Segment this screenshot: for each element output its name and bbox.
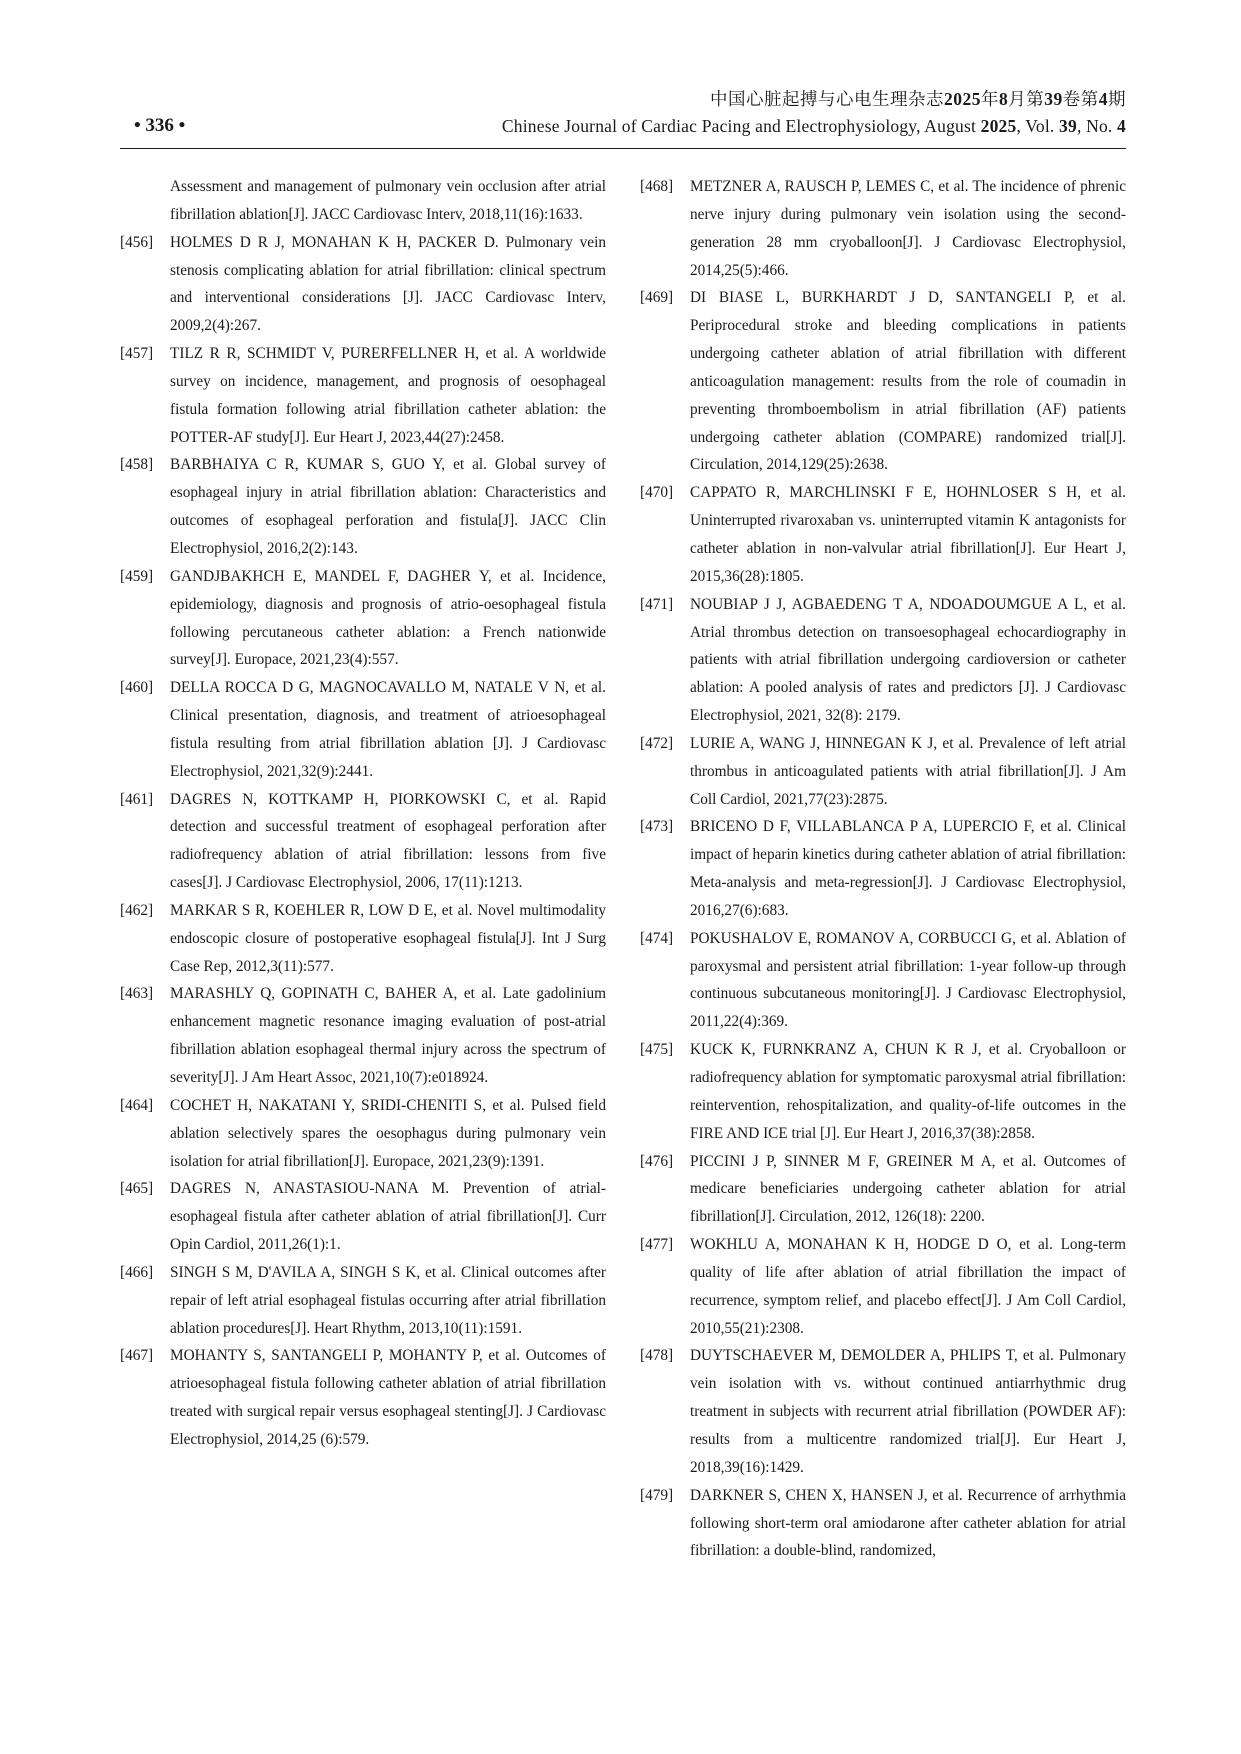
reference-text: MOHANTY S, SANTANGELI P, MOHANTY P, et al. Outcomes of atrioesophageal fistula following catheter ablation of atrial fibrillation treated with surgical repair versus esophageal stenting[J]. J Cardiovasc Electrophysiol, 2014,25 (6):579.: [170, 1347, 606, 1448]
reference-number: [457]: [120, 345, 154, 363]
reference-number: [467]: [120, 1347, 154, 1365]
reference-entry: [120, 340, 606, 451]
reference-number: [474]: [640, 929, 674, 947]
reference-text: KUCK K, FURNKRANZ A, CHUN K R J, et al. Cryoballoon or radiofrequency ablation for symptomatic paroxysmal atrial fibrillation: reintervention, rehospitalization, and quality-of-life outcomes in the FIRE AND ICE trial [J]. Eur Heart J, 2016,37(38):2858.: [690, 1041, 1126, 1142]
reference-entry: [640, 925, 1126, 1036]
page-number: • 336 •: [134, 115, 186, 136]
reference-entry: [640, 813, 1126, 924]
reference-column-left: [120, 173, 606, 1454]
reference-entry: [640, 1148, 1126, 1232]
reference-text: BARBHAIYA C R, KUMAR S, GUO Y, et al. Global survey of esophageal injury in atrial fibrillation ablation: Characteristics and outcomes of esophageal perforation and fistula[J]. JACC Clin Electrophysiol, 2016,2(2):143.: [170, 456, 606, 557]
reference-number: [475]: [640, 1041, 674, 1059]
reference-text: MARKAR S R, KOEHLER R, LOW D E, et al. Novel multimodality endoscopic closure of postoperative esophageal fistula[J]. Int J Surg Case Rep, 2012,3(11):577.: [170, 901, 606, 975]
reference-text: METZNER A, RAUSCH P, LEMES C, et al. The incidence of phrenic nerve injury during pulmonary vein isolation using the second-generation 28 mm cryoballoon[J]. J Cardiovasc Electrophysiol, 2014,25(5):466.: [690, 178, 1126, 279]
reference-entry: [640, 284, 1126, 479]
reference-entry: [120, 1259, 606, 1343]
reference-text: PICCINI J P, SINNER M F, GREINER M A, et al. Outcomes of medicare beneficiaries undergoing catheter ablation for atrial fibrillation[J]. Circulation, 2012, 126(18): 2200.: [690, 1152, 1126, 1226]
reference-text: NOUBIAP J J, AGBAEDENG T A, NDOADOUMGUE A L, et al. Atrial thrombus detection on transoesophageal echocardiography in patients with atrial fibrillation undergoing cardioversion or catheter ablation: A pooled analysis of rates and predictors [J]. J Cardiovasc Electrophysiol, 2021, 32(8): 2179.: [690, 595, 1126, 725]
reference-entry: [640, 173, 1126, 284]
reference-entry: [640, 1482, 1126, 1566]
reference-continuation: Assessment and management of pulmonary vein occlusion after atrial fibrillation ablation[J]. JACC Cardiovasc Interv, 2018,11(16):1633.: [170, 178, 606, 223]
reference-number: [461]: [120, 790, 154, 808]
reference-number: [468]: [640, 178, 674, 195]
reference-text: HOLMES D R J, MONAHAN K H, PACKER D. Pulmonary vein stenosis complicating ablation for atrial fibrillation: clinical spectrum and interventional considerations [J]. JACC Cardiovasc Interv, 2009,2(4):267.: [170, 233, 606, 335]
reference-entry: [120, 897, 606, 981]
reference-text: TILZ R R, SCHMIDT V, PURERFELLNER H, et al. A worldwide survey on incidence, management, and prognosis of oesophageal fistula formation following atrial fibrillation catheter ablation: the POTTER-AF study[J]. Eur Heart J, 2023,44(27):2458.: [170, 345, 606, 446]
reference-text: POKUSHALOV E, ROMANOV A, CORBUCCI G, et al. Ablation of paroxysmal and persistent atrial fibrillation: 1-year follow-up through continuous subcutaneous monitoring[J]. J Cardiovasc Electrophysiol, 2011,22(4):369.: [690, 929, 1126, 1031]
reference-text: DAGRES N, ANASTASIOU-NANA M. Prevention of atrial-esophageal fistula after catheter ablation of atrial fibrillation[J]. Curr Opin Cardiol, 2011,26(1):1.: [170, 1180, 606, 1254]
reference-number: [470]: [640, 484, 674, 502]
reference-text: LURIE A, WANG J, HINNEGAN K J, et al. Prevalence of left atrial thrombus in anticoagulated patients with atrial fibrillation[J]. J Am Coll Cardiol, 2021,77(23):2875.: [690, 734, 1126, 808]
reference-entry: [120, 1175, 606, 1259]
reference-number: [463]: [120, 985, 154, 1003]
reference-number: [478]: [640, 1347, 674, 1365]
reference-text: WOKHLU A, MONAHAN K H, HODGE D O, et al. Long-term quality of life after ablation of atrial fibrillation the impact of recurrence, symptom relief, and placebo effect[J]. J Am Coll Cardiol, 2010,55(21):2308.: [690, 1236, 1126, 1337]
reference-entry: [120, 674, 606, 785]
reference-entry: [640, 1036, 1126, 1147]
journal-title-english: Chinese Journal of Cardiac Pacing and Electrophysiology, August 2025, Vol. 39, No. 4: [501, 116, 1126, 136]
reference-number: [471]: [640, 595, 674, 613]
reference-text: DELLA ROCCA D G, MAGNOCAVALLO M, NATALE V N, et al. Clinical presentation, diagnosis, and treatment of atrioesophageal fistula resulting from atrial fibrillation ablation [J]. J Cardiovasc Electrophysiol, 2021,32(9):2441.: [170, 679, 606, 780]
journal-title-chinese: 中国心脏起搏与心电生理杂志2025年8月第39卷第4期: [710, 89, 1126, 109]
page-header: [120, 82, 1126, 149]
reference-text: GANDJBAKHCH E, MANDEL F, DAGHER Y, et al. Incidence, epidemiology, diagnosis and prognosis of atrio-oesophageal fistula following percutaneous catheter ablation: a French nationwide survey[J]. Europace, 2021,23(4):557.: [170, 567, 606, 669]
reference-entry: [640, 479, 1126, 590]
reference-entry: [120, 1092, 606, 1176]
reference-text: CAPPATO R, MARCHLINSKI F E, HOHNLOSER S H, et al. Uninterrupted rivaroxaban vs. uninterrupted vitamin K antagonists for catheter ablation in non-valvular atrial fibrillation[J]. Eur Heart J, 2015,36(28):1805.: [690, 484, 1126, 585]
reference-number: [462]: [120, 901, 154, 919]
reference-number: [476]: [640, 1152, 674, 1170]
reference-number: [466]: [120, 1263, 154, 1281]
reference-number: [469]: [640, 289, 674, 307]
reference-number: [459]: [120, 567, 154, 585]
reference-text: DARKNER S, CHEN X, HANSEN J, et al. Recurrence of arrhythmia following short-term oral amiodarone after catheter ablation for atrial fibrillation: a double-blind, randomized,: [690, 1486, 1126, 1560]
reference-number: [472]: [640, 734, 674, 752]
reference-text: MARASHLY Q, GOPINATH C, BAHER A, et al. Late gadolinium enhancement magnetic resonance imaging evaluation of post-atrial fibrillation ablation esophageal thermal injury across the spectrum of severity[J]. J Am Heart Assoc, 2021,10(7):e018924.: [170, 985, 606, 1086]
reference-number: [473]: [640, 818, 674, 836]
reference-text: COCHET H, NAKATANI Y, SRIDI-CHENITI S, et al. Pulsed field ablation selectively spares the oesophagus during pulmonary vein isolation for atrial fibrillation[J]. Europace, 2021,23(9):1391.: [170, 1096, 606, 1170]
reference-number: [460]: [120, 679, 154, 697]
reference-number: [479]: [640, 1486, 674, 1504]
reference-entry: [120, 786, 606, 897]
reference-number: [477]: [640, 1236, 674, 1254]
reference-text: DAGRES N, KOTTKAMP H, PIORKOWSKI C, et al. Rapid detection and successful treatment of esophageal perforation after radiofrequency ablation of atrial fibrillation: lessons from five cases[J]. J Cardiovasc Electrophysiol, 2006, 17(11):1213.: [170, 790, 606, 892]
reference-number: [456]: [120, 233, 154, 251]
reference-column-right: [640, 173, 1126, 1565]
reference-entry: [120, 451, 606, 562]
reference-entry: [120, 1342, 606, 1453]
reference-entry: [120, 229, 606, 340]
reference-entry: [640, 591, 1126, 730]
reference-number: [465]: [120, 1180, 154, 1198]
reference-entry: [640, 730, 1126, 814]
reference-number: [458]: [120, 456, 154, 474]
reference-entry: [120, 563, 606, 674]
reference-text: DI BIASE L, BURKHARDT J D, SANTANGELI P, et al. Periprocedural stroke and bleeding complications in patients undergoing catheter ablation of atrial fibrillation with different anticoagulation management: results from the role of coumadin in preventing thromboembolism in atrial fibrillation (AF) patients undergoing catheter ablation (COMPARE) randomized trial[J]. Circulation, 2014,129(25):2638.: [690, 289, 1126, 474]
reference-text: SINGH S M, D'AVILA A, SINGH S K, et al. Clinical outcomes after repair of left atrial esophageal fistulas occurring after atrial fibrillation ablation procedures[J]. Heart Rhythm, 2013,10(11):1591.: [170, 1263, 606, 1337]
reference-entry: [640, 1342, 1126, 1481]
reference-entry: [640, 1231, 1126, 1342]
reference-entry: [120, 980, 606, 1091]
reference-text: BRICENO D F, VILLABLANCA P A, LUPERCIO F, et al. Clinical impact of heparin kinetics during catheter ablation of atrial fibrillation: Meta-analysis and meta-regression[J]. J Cardiovasc Electrophysiol, 2016,27(6):683.: [690, 818, 1126, 919]
reference-number: [464]: [120, 1096, 154, 1114]
reference-text: DUYTSCHAEVER M, DEMOLDER A, PHLIPS T, et al. Pulmonary vein isolation with vs. without continued antiarrhythmic drug treatment in subjects with recurrent atrial fibrillation (POWDER AF): results from a multicentre randomized trial[J]. Eur Heart J, 2018,39(16):1429.: [690, 1347, 1126, 1476]
